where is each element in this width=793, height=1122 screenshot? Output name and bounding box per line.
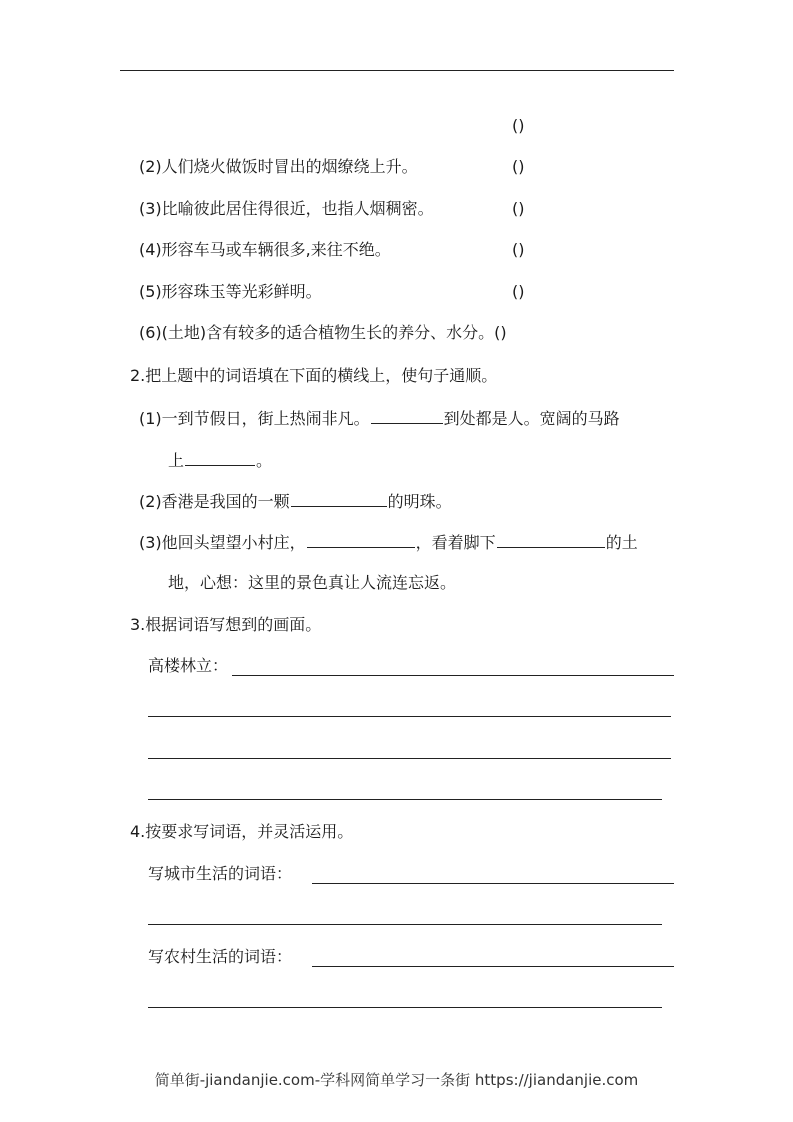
q1-item-3: (3)比喻彼此居住得很近，也指人烟稠密。 xyxy=(139,199,434,218)
q2-s3-text-b: ，看着脚下 xyxy=(415,533,496,552)
page-footer: 简单街-jiandanjie.com-学科网简单学习一条街 https://jiandanjie.com xyxy=(154,1071,639,1089)
writing-line[interactable] xyxy=(148,799,662,800)
fill-blank[interactable] xyxy=(291,490,387,507)
writing-line[interactable] xyxy=(148,758,671,759)
q4-title: 4.按要求写词语，并灵活运用。 xyxy=(130,822,354,841)
writing-line[interactable] xyxy=(232,675,674,676)
writing-line[interactable] xyxy=(312,966,674,967)
answer-paren: () xyxy=(512,116,525,135)
header-rule xyxy=(120,70,674,71)
answer-paren: () xyxy=(512,199,525,218)
answer-paren: () xyxy=(512,282,525,301)
q2-title: 2.把上题中的词语填在下面的横线上，使句子通顺。 xyxy=(130,366,498,385)
writing-line[interactable] xyxy=(148,924,662,925)
q1-item-4: (4)形容车马或车辆很多,来往不绝。 xyxy=(139,240,391,259)
writing-line[interactable] xyxy=(148,1007,662,1008)
q2-sentence-1 xyxy=(139,407,620,429)
q2-s1-text-a: (1)一到节假日，街上热闹非凡。 xyxy=(139,409,370,428)
q2-sentence-2 xyxy=(139,490,452,512)
writing-line[interactable] xyxy=(312,883,674,884)
q3-label: 高楼林立： xyxy=(148,656,229,675)
q4-label-country: 写农村生活的词语： xyxy=(148,947,293,966)
q1-item-2: (2)人们烧火做饭时冒出的烟缭绕上升。 xyxy=(139,157,418,176)
q2-sentence-3-cont: 地，心想：这里的景色真让人流连忘返。 xyxy=(168,573,457,592)
q2-s2-text-b: 的明珠。 xyxy=(387,492,452,511)
q1-item-5: (5)形容珠玉等光彩鲜明。 xyxy=(139,282,322,301)
q2-s1-text-c: 上 xyxy=(168,451,185,470)
fill-blank[interactable] xyxy=(185,449,255,466)
q2-s3-text-a: (3)他回头望望小村庄， xyxy=(139,533,306,552)
q4-label-city: 写城市生活的词语： xyxy=(148,864,293,883)
q2-s2-text-a: (2)香港是我国的一颗 xyxy=(139,492,290,511)
q2-s3-text-c: 的土 xyxy=(605,533,638,552)
q2-sentence-3 xyxy=(139,531,638,553)
fill-blank[interactable] xyxy=(497,531,605,548)
q1-item-6: (6)(土地)含有较多的适合植物生长的养分、水分。() xyxy=(139,323,507,342)
q2-sentence-1-cont xyxy=(168,449,272,471)
q2-s1-text-d: 。 xyxy=(256,451,273,470)
q3-title: 3.根据词语写想到的画面。 xyxy=(130,615,322,634)
answer-paren: () xyxy=(512,157,525,176)
fill-blank[interactable] xyxy=(307,531,415,548)
q2-s1-text-b: 到处都是人。宽阔的马路 xyxy=(443,409,620,428)
writing-line[interactable] xyxy=(148,716,671,717)
fill-blank[interactable] xyxy=(371,407,443,424)
answer-paren: () xyxy=(512,240,525,259)
